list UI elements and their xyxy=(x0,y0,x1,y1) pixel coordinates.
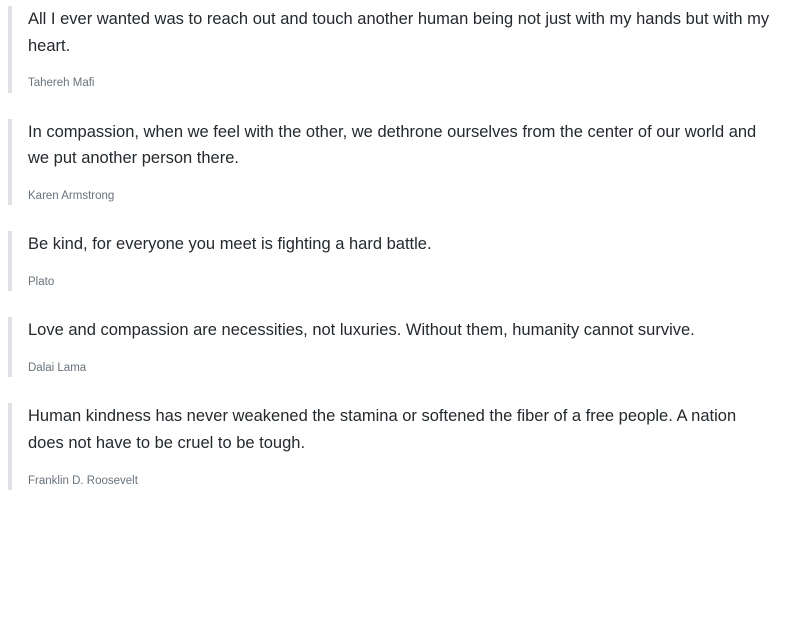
quote-author: Tahereh Mafi xyxy=(28,77,95,90)
quote-text: In compassion, when we feel with the other, we dethrone ourselves from the center of our world and we put another person there. xyxy=(28,122,757,168)
quote-author: Karen Armstrong xyxy=(28,190,115,203)
quote-author: Plato xyxy=(28,276,55,289)
quote-block xyxy=(8,231,808,291)
quote-text: Human kindness has never weakened the stamina or softened the fiber of a free people. A nation does not have to be cruel to be tough. xyxy=(28,407,737,453)
quote-block xyxy=(8,6,808,93)
quote-block xyxy=(8,403,808,490)
quote-text: Be kind, for everyone you meet is fighting a hard battle. xyxy=(28,235,432,254)
quote-text: Love and compassion are necessities, not luxuries. Without them, humanity cannot survive. xyxy=(28,321,695,340)
quote-block xyxy=(8,317,808,377)
quote-author: Dalai Lama xyxy=(28,362,87,375)
quote-text: All I ever wanted was to reach out and touch another human being not just with my hands but with my heart. xyxy=(28,10,770,55)
quote-block xyxy=(8,119,808,206)
quote-author: Franklin D. Roosevelt xyxy=(28,474,138,487)
